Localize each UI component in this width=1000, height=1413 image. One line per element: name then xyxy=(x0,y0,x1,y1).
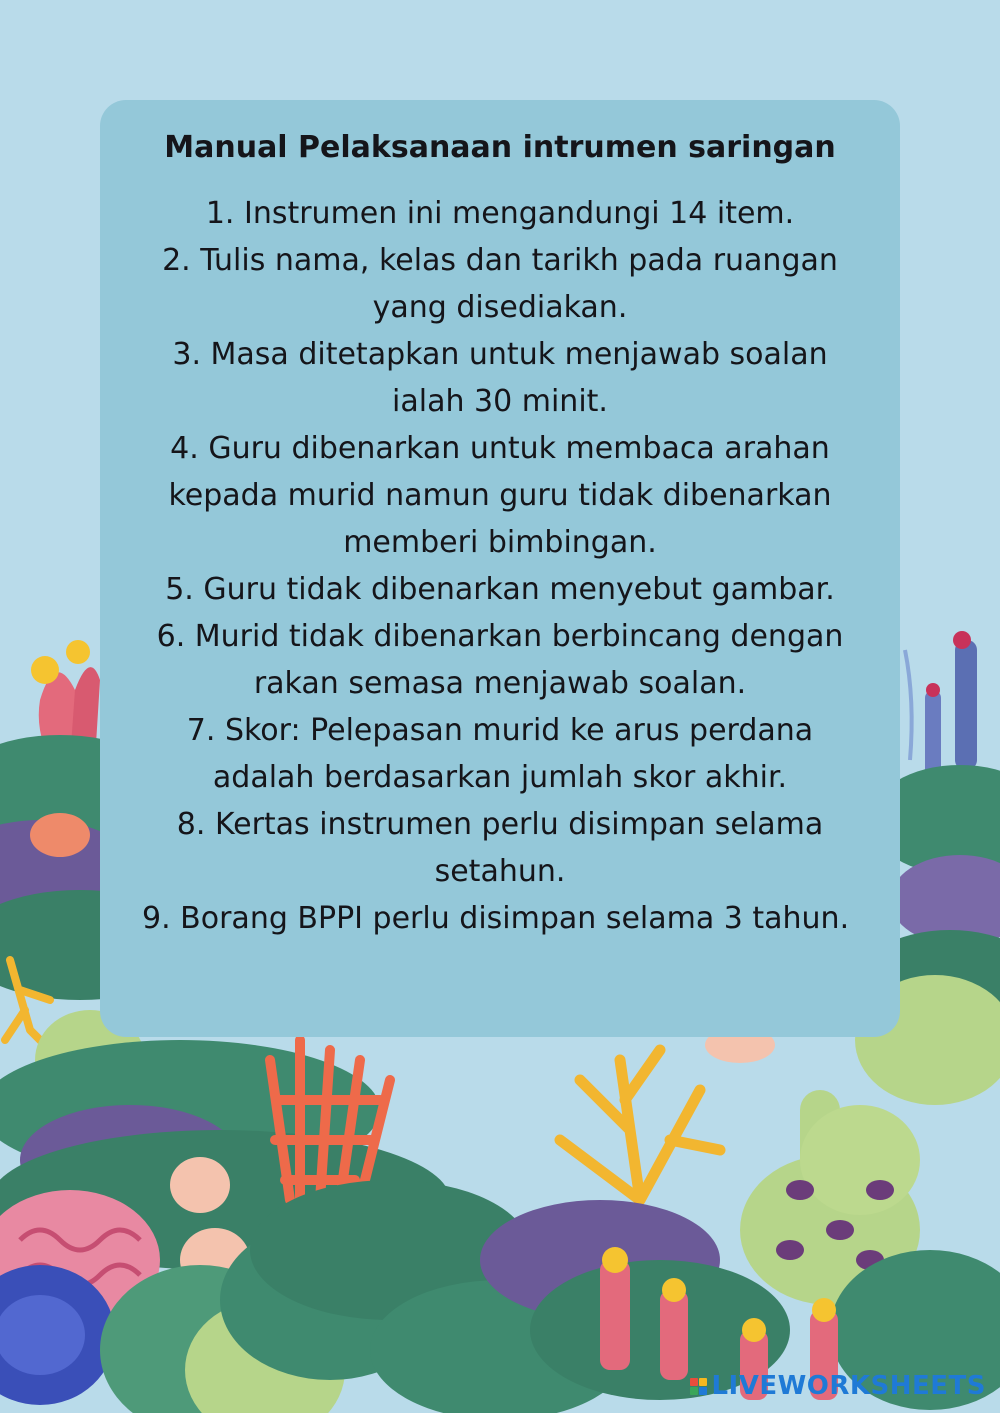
instruction-item: 5. Guru tidak dibenarkan menyebut gambar. xyxy=(165,572,835,607)
purple-coral-right xyxy=(905,631,977,780)
liveworksheets-logo-icon xyxy=(690,1378,707,1395)
instruction-item: 2. Tulis nama, kelas dan tarikh pada ruangan yang disediakan. xyxy=(162,243,838,325)
instruction-item: 1. Instrumen ini mengandungi 14 item. xyxy=(205,196,795,231)
instruction-item: 8. Kertas instrumen perlu disimpan selama setahun. xyxy=(176,807,824,889)
instruction-item: 7. Skor: Pelepasan murid ke arus perdana adalah berdasarkan jumlah skor akhir. xyxy=(186,713,814,795)
instruction-item: 9. Borang BPPI perlu disimpan selama 3 tahun. xyxy=(142,901,850,936)
instruction-item: 3. Masa ditetapkan untuk menjawab soalan ialah 30 minit. xyxy=(172,337,828,419)
watermark-text: LIVEWORKSHEETS xyxy=(711,1371,986,1401)
instructions-card xyxy=(100,100,900,1037)
yellow-coral xyxy=(560,1050,720,1200)
instruction-item: 4. Guru dibenarkan untuk membaca arahan kepada murid namun guru tidak dibenarkan memberi bimbingan. xyxy=(168,431,832,560)
instruction-item: 6. Murid tidak dibenarkan berbincang dengan rakan semasa menjawab soalan. xyxy=(156,619,844,701)
liveworksheets-watermark[interactable] xyxy=(690,1371,986,1401)
page-title: Manual Pelaksanaan intrumen saringan xyxy=(164,130,836,165)
